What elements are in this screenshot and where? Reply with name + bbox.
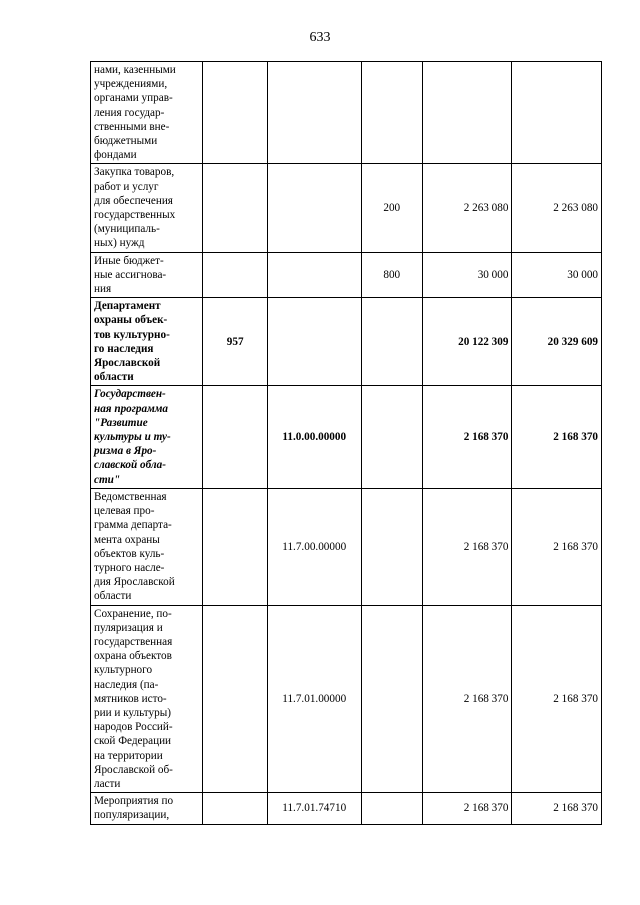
target-item-code-cell [267,252,361,298]
expense-type-cell: 800 [361,252,422,298]
row-name-line: органами управ- [94,92,173,105]
row-name-line: "Развитие [94,416,148,429]
row-name-line: Ярославской [94,357,161,370]
row-name-line: области [94,590,132,603]
row-name-line: ная программа [94,402,169,415]
amount-year1-cell [422,62,512,164]
row-name-line: ния [94,283,112,296]
row-name-line: области [94,371,134,384]
ministry-code-cell [203,605,268,793]
target-item-code-cell: 11.7.00.00000 [267,488,361,605]
target-item-code-cell [267,62,361,164]
amount-year2-cell [512,62,602,164]
amount-year1-cell: 2 263 080 [422,164,512,252]
table-row [91,793,602,824]
row-name-line: Государствен- [94,388,166,401]
amount-year2-cell: 2 168 370 [512,605,602,793]
budget-table [90,61,602,825]
amount-year1-cell: 2 168 370 [422,386,512,488]
row-name-line: Ведомственная [94,490,167,503]
row-name-line: ственными вне- [94,120,170,133]
expense-type-cell [361,793,422,824]
expense-type-cell [361,62,422,164]
row-name-line: работ и услуг [94,180,159,193]
ministry-code-cell: 957 [203,298,268,386]
row-name-line: Департамент [94,300,161,313]
row-name-line: государственная [94,635,173,648]
row-name-line: нами, казенными [94,64,176,76]
expense-type-cell [361,488,422,605]
row-name-line: тов культурно- [94,328,170,341]
row-name-line: на территории [94,749,163,762]
row-name-line: государственных [94,209,176,222]
row-name-cell [91,605,203,793]
row-name-line: Закупка товаров, [94,166,175,179]
amount-year1-cell: 30 000 [422,252,512,298]
ministry-code-cell [203,488,268,605]
row-name-line: мента охраны [94,533,160,546]
target-item-code-cell: 11.7.01.74710 [267,793,361,824]
target-item-code-cell [267,164,361,252]
amount-year2-cell: 2 263 080 [512,164,602,252]
row-name-line: культурного [94,664,153,677]
row-name-line: славской обла- [94,459,166,472]
row-name-cell [91,252,203,298]
row-name-line: Иные бюджет- [94,254,164,267]
row-name-cell [91,62,203,164]
row-name-line: популяризации, [94,809,170,822]
row-name-line: ления государ- [94,106,165,119]
row-name-line: объектов куль- [94,547,165,560]
page-number: 633 [309,30,331,45]
row-name-line: го наследия [94,342,154,355]
row-name-line: наследия (па- [94,678,159,691]
row-name-line: турного насле- [94,561,165,574]
expense-type-cell [361,298,422,386]
row-name-line: культуры и ту- [94,431,171,444]
row-name-cell [91,793,203,824]
row-name-line: ные ассигнова- [94,268,167,281]
expense-type-cell: 200 [361,164,422,252]
target-item-code-cell: 11.0.00.00000 [267,386,361,488]
table-row [91,252,602,298]
row-name-line: народов Россий- [94,721,173,734]
row-name-line: ской Федерации [94,735,172,748]
table-row [91,488,602,605]
amount-year2-cell: 2 168 370 [512,488,602,605]
ministry-code-cell [203,793,268,824]
row-name-line: ласти [94,777,121,790]
row-name-line: ных) нужд [94,237,145,250]
ministry-code-cell [203,62,268,164]
target-item-code-cell: 11.7.01.00000 [267,605,361,793]
expense-type-cell [361,605,422,793]
row-name-line: охраны объек- [94,314,168,327]
row-name-line: Сохранение, по- [94,607,172,620]
table-row [91,298,602,386]
row-name-line: целевая про- [94,505,155,518]
amount-year2-cell: 20 329 609 [512,298,602,386]
row-name-cell [91,488,203,605]
table-row [91,164,602,252]
amount-year2-cell: 2 168 370 [512,386,602,488]
row-name-line: пуляризация и [94,621,163,634]
amount-year1-cell: 2 168 370 [422,793,512,824]
row-name-line: бюджетными [94,135,158,148]
expense-type-cell [361,386,422,488]
row-name-line: сти" [94,473,121,486]
row-name-line: фондами [94,149,137,162]
row-name-cell [91,298,203,386]
row-name-cell [91,386,203,488]
ministry-code-cell [203,252,268,298]
amount-year1-cell: 20 122 309 [422,298,512,386]
amount-year1-cell: 2 168 370 [422,488,512,605]
table-row [91,62,602,164]
table-row [91,386,602,488]
row-name-line: для обеспечения [94,194,173,207]
row-name-line: мятников исто- [94,692,167,705]
row-name-line: ризма в Яро- [94,445,157,458]
row-name-line: Ярославской об- [94,763,173,776]
ministry-code-cell [203,386,268,488]
row-name-line: дия Ярославской [94,576,175,589]
row-name-line: учреждениями, [94,78,168,91]
row-name-line: Мероприятия по [94,795,174,808]
amount-year2-cell: 30 000 [512,252,602,298]
row-name-line: грамма департа- [94,519,172,532]
ministry-code-cell [203,164,268,252]
row-name-line: (муниципаль- [94,223,160,236]
table-body [91,62,602,825]
amount-year2-cell: 2 168 370 [512,793,602,824]
row-name-cell [91,164,203,252]
table-row [91,605,602,793]
row-name-line: охрана объектов [94,650,172,663]
row-name-line: рии и культуры) [94,706,171,719]
amount-year1-cell: 2 168 370 [422,605,512,793]
target-item-code-cell [267,298,361,386]
